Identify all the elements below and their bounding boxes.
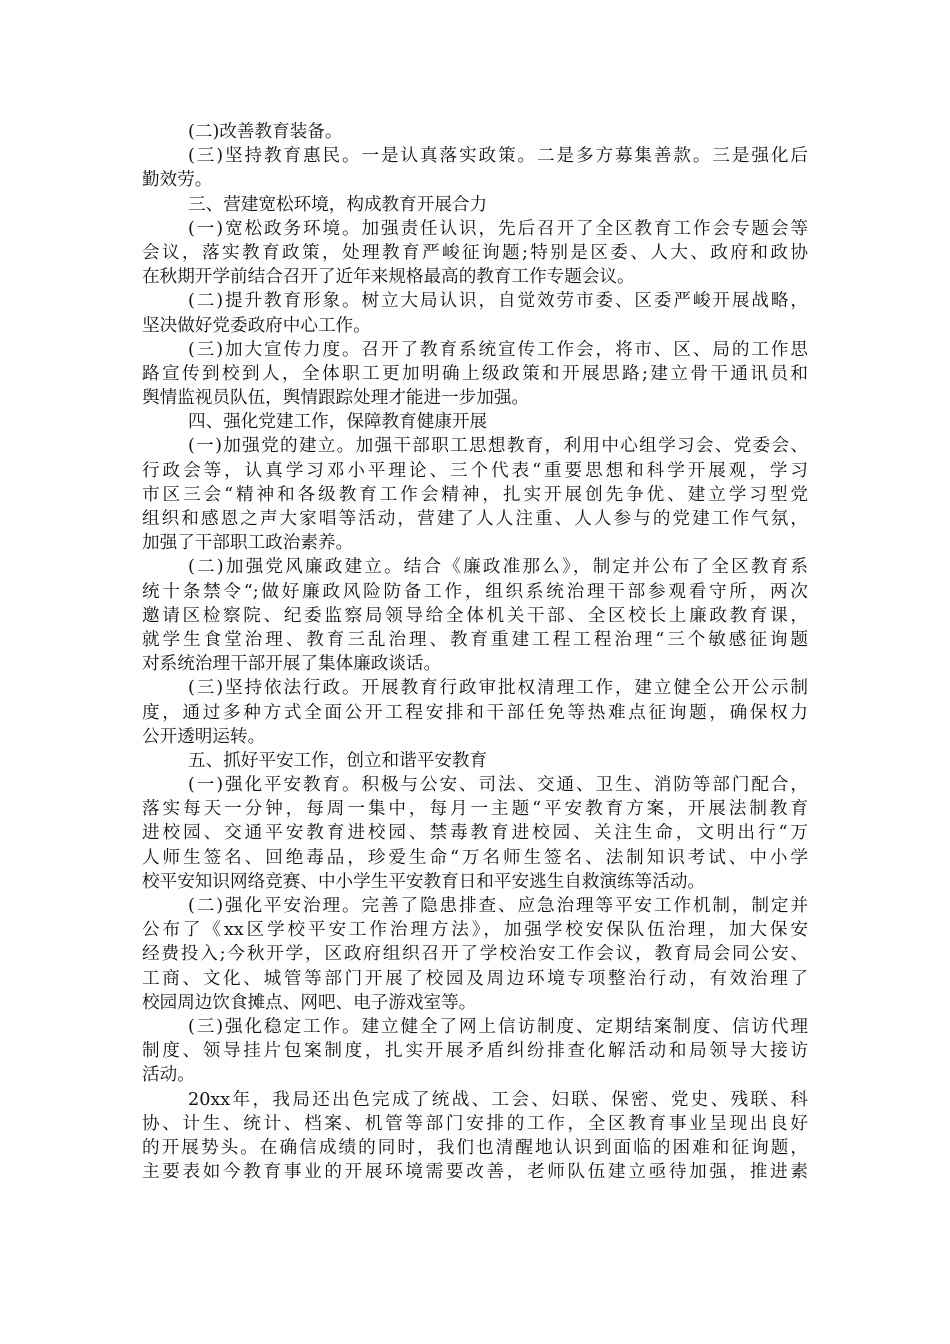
text-line: (三)强化稳定工作。建立健全了网上信访制度、定期结案制度、信访代理	[188, 1016, 808, 1037]
text-line: 协、计生、统计、档案、机管等部门安排的工作，全区教育事业呈现出良好	[142, 1113, 808, 1134]
text-line: 就学生食堂治理、教育三乱治理、教育重建工程工程治理“三个敏感征询题	[142, 629, 808, 650]
text-line: (二)提升教育形象。树立大局认识，自觉效劳市委、区委严峻开展战略，	[188, 291, 808, 312]
text-line: 工商、文化、城管等部门开展了校园及周边环境专项整治行动，有效治理了	[142, 968, 808, 989]
text-line: 落实每天一分钟，每周一集中，每月一主题“平安教育方案，开展法制教育	[142, 799, 808, 820]
text-line: 舆情监视员队伍，舆情跟踪处理才能进一步加强。	[142, 388, 530, 409]
text-line: (一)宽松政务环境。加强责任认识，先后召开了全区教育工作会专题会等	[188, 218, 808, 239]
text-line: 组织和感恩之声大家唱等活动，营建了人人注重、人人参与的党建工作气氛，	[142, 509, 808, 529]
text-line: 制度、领导挂片包案制度，扎实开展矛盾纠纷排查化解活动和局领导大接访	[142, 1041, 808, 1062]
text-line: 加强了干部职工政治素养。	[142, 533, 354, 554]
text-line: 20xx年，我局还出色完成了统战、工会、妇联、保密、党史、残联、科	[188, 1089, 808, 1110]
text-line: 的开展势头。在确信成绩的同时，我们也清醒地认识到面临的困难和征询题，	[142, 1137, 808, 1158]
text-line: 公开透明运转。	[142, 726, 266, 747]
text-line: 市区三会“精神和各级教育工作会精神，扎实开展创先争优、建立学习型党	[142, 484, 808, 505]
text-line: 公布了《xx区学校平安工作治理方法》，加强学校安保队伍治理，加大保安	[142, 920, 808, 941]
text-line: (二)改善教育装备。	[188, 122, 343, 142]
text-line: 行政会等，认真学习邓小平理论、三个代表“重要思想和科学开展观，学习	[142, 460, 808, 481]
text-line: 主要表如今教育事业的开展环境需要改善，老师队伍建立亟待加强，推进素	[142, 1162, 808, 1183]
text-line: (三)坚持依法行政。开展教育行政审批权清理工作，建立健全公开公示制	[188, 678, 808, 699]
text-line: (一)加强党的建立。加强干部职工思想教育，利用中心组学习会、党委会、	[188, 436, 808, 457]
text-line: (三)坚持教育惠民。一是认真落实政策。二是多方募集善款。三是强化后	[188, 146, 808, 167]
text-line: (三)加大宣传力度。召开了教育系统宣传工作会，将市、区、局的工作思	[188, 339, 808, 360]
text-line: 勤效劳。	[142, 170, 213, 191]
section-heading: 四、强化党建工作，保障教育健康开展	[188, 412, 488, 433]
text-line: 统十条禁令“;做好廉政风险防备工作，组织系统治理干部参观看守所，两次	[142, 581, 808, 602]
text-line: 进校园、交通平安教育进校园、禁毒教育进校园、关注生命，文明出行“万	[142, 823, 808, 844]
text-line: 邀请区检察院、纪委监察局领导给全体机关干部、全区校长上廉政教育课，	[142, 605, 808, 626]
section-heading: 五、抓好平安工作，创立和谐平安教育	[188, 750, 488, 771]
document-body	[142, 120, 808, 1184]
text-line: (一)强化平安教育。积极与公安、司法、交通、卫生、消防等部门配合，	[188, 775, 808, 796]
text-line: 人师生签名、回绝毒品，珍爱生命“万名师生签名、法制知识考试、中小学	[142, 847, 808, 868]
text-line: 度，通过多种方式全面公开工程安排和干部任免等热难点征询题，确保权力	[142, 702, 808, 723]
section-heading: 三、营建宽松环境，构成教育开展合力	[188, 194, 488, 215]
text-line: 坚决做好党委政府中心工作。	[142, 315, 371, 336]
text-line: 经费投入;今秋开学，区政府组织召开了学校治安工作会议，教育局会同公安、	[142, 944, 808, 965]
text-line: 活动。	[142, 1065, 195, 1086]
text-line: 对系统治理干部开展了集体廉政谈话。	[142, 654, 442, 675]
text-line: (二)加强党风廉政建立。结合《廉政准那么》，制定并公布了全区教育系	[188, 557, 808, 578]
text-line: 校平安知识网络竞赛、中小学生平安教育日和平安逃生自救演练等活动。	[142, 871, 706, 892]
text-line: 校园周边饮食摊点、网吧、电子游戏室等。	[142, 992, 477, 1013]
text-line: 会议，落实教育政策，处理教育严峻征询题;特别是区委、人大、政府和政协	[142, 242, 808, 263]
text-line: 路宣传到校到人，全体职工更加明确上级政策和开展思路;建立骨干通讯员和	[142, 363, 808, 384]
text-line: 在秋期开学前结合召开了近年来规格最高的教育工作专题会议。	[142, 267, 635, 288]
text-line: (二)强化平安治理。完善了隐患排查、应急治理等平安工作机制，制定并	[188, 896, 808, 916]
